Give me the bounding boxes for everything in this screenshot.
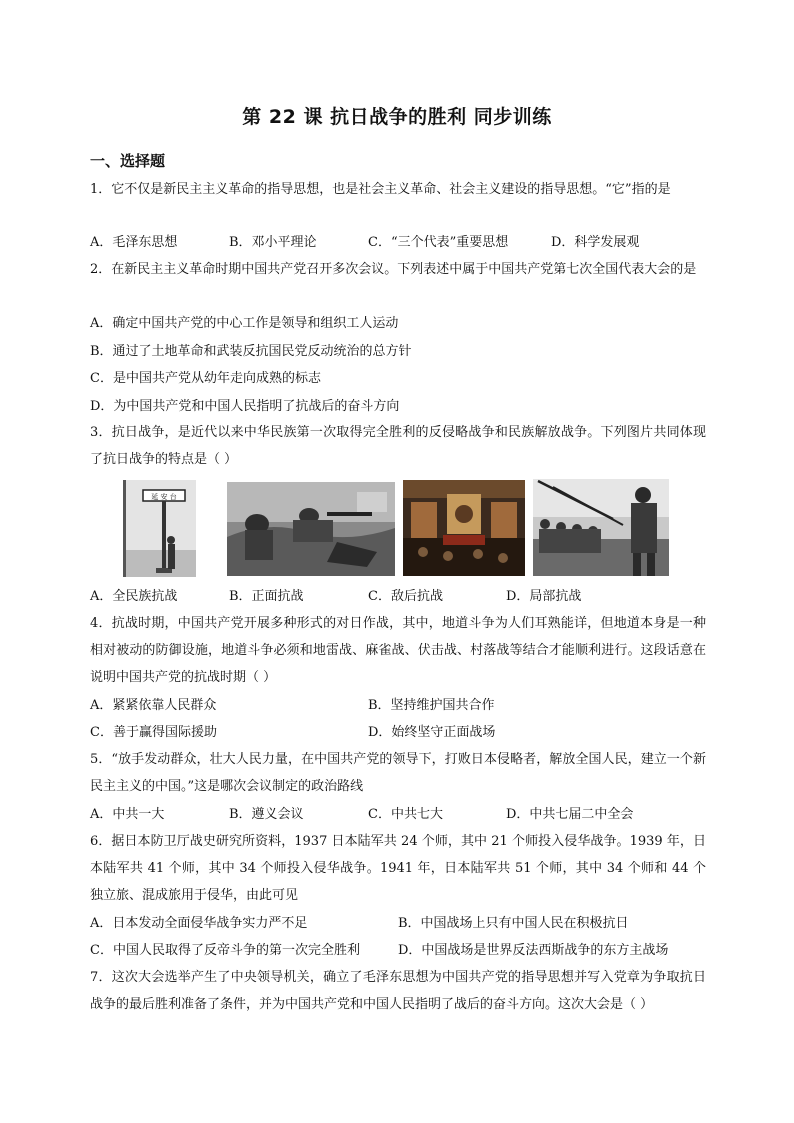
q4-option-a: A．紧紧依靠人民群众 [90,698,217,713]
q5-option-d: D．中共七届二中全会 [506,807,634,822]
photo-meeting-hall [403,480,525,576]
q1-option-c: C．“三个代表”重要思想 [368,235,509,250]
q6-option-c: C．中国人民取得了反帝斗争的第一次完全胜利 [90,943,360,958]
q6-option-b: B．中国战场上只有中国人民在积极抗日 [398,916,629,931]
q4-option-d: D．始终坚守正面战场 [368,725,496,740]
q3-option-c: C．敌后抗战 [368,589,443,604]
q6-stem: 6．据日本防卫厅战史研究所资料，1937 日本陆军共 24 个师，其中 21 个师投入侵华战争。1939 年，日本陆军共 41 个师，其中 34 个师投入侵华战争。1941 年，日本陆军共 51 个师，其中 34 个师和 44 个独立旅、混成旅用于侵华，由此可见 [90,834,706,903]
q4-option-b: B．坚持维护国共合作 [368,698,495,713]
q2-option-b: B．通过了土地革命和武装反抗国民党反动统治的总方针 [90,344,412,359]
q1-stem: 1．它不仅是新民主主义革命的指导思想，也是社会主义革命、社会主义建设的指导思想。“它”指的是 [90,182,671,197]
q1-option-b: B．邓小平理论 [229,235,317,250]
q3-option-d: D．局部抗战 [506,589,582,604]
photo-soldiers-battle [227,482,395,576]
q1-option-a: A．毛泽东思想 [90,235,178,250]
section-heading: 一、选择题 [90,152,166,170]
q2-option-a: A．确定中国共产党的中心工作是领导和组织工人运动 [90,316,399,331]
q1-option-d: D．科学发展观 [551,235,640,250]
q4-stem: 4．抗战时期，中国共产党开展多种形式的对日作战，其中，地道斗争为人们耳熟能详，但地道本身是一种相对被动的防御设施，地道斗争必须和地雷战、麻雀战、伏击战、村落战等结合才能顺利进行。这段话意在说明中国共产党的抗战时期（ ） [90,616,706,685]
q7-stem: 7．这次大会选举产生了中央领导机关，确立了毛泽东思想为中国共产党的指导思想并写入党章为争取抗日战争的最后胜利准备了条件，并为中国共产党和中国人民指明了战后的奋斗方向。这次大会是（ ） [90,970,706,1012]
q2-option-d: D．为中国共产党和中国人民指明了抗战后的奋斗方向 [90,399,400,414]
q3-option-b: B．正面抗战 [229,589,304,604]
page-title: 第 22 课 抗日战争的胜利 同步训练 [242,106,552,128]
q3-stem: 3．抗日战争，是近代以来中华民族第一次取得完全胜利的反侵略战争和民族解放战争。下列图片共同体现了抗日战争的特点是（ ） [90,425,706,467]
q6-option-d: D．中国战场是世界反法西斯战争的东方主战场 [398,943,669,958]
q6-option-a: A．日本发动全面侵华战争实力严不足 [90,916,308,931]
photo-rifle-squad [533,479,669,576]
q5-stem: 5．“放手发动群众，壮大人民力量，在中国共产党的领导下，打败日本侵略者，解放全国人民，建立一个新民主主义的中国。”这是哪次会议制定的政治路线 [90,752,706,794]
q5-option-a: A．中共一大 [90,807,165,822]
q3-option-a: A．全民族抗战 [90,589,178,604]
q4-option-c: C．善于赢得国际援助 [90,725,217,740]
q5-option-c: C．中共七大 [368,807,443,822]
q5-option-b: B．遵义会议 [229,807,304,822]
photo-sign-post [123,480,196,577]
q2-option-c: C．是中国共产党从幼年走向成熟的标志 [90,371,321,386]
q2-stem: 2．在新民主主义革命时期中国共产党召开多次会议。下列表述中属于中国共产党第七次全国代表大会的是 [90,262,697,277]
sign-text: 延 安 台 [151,493,177,501]
